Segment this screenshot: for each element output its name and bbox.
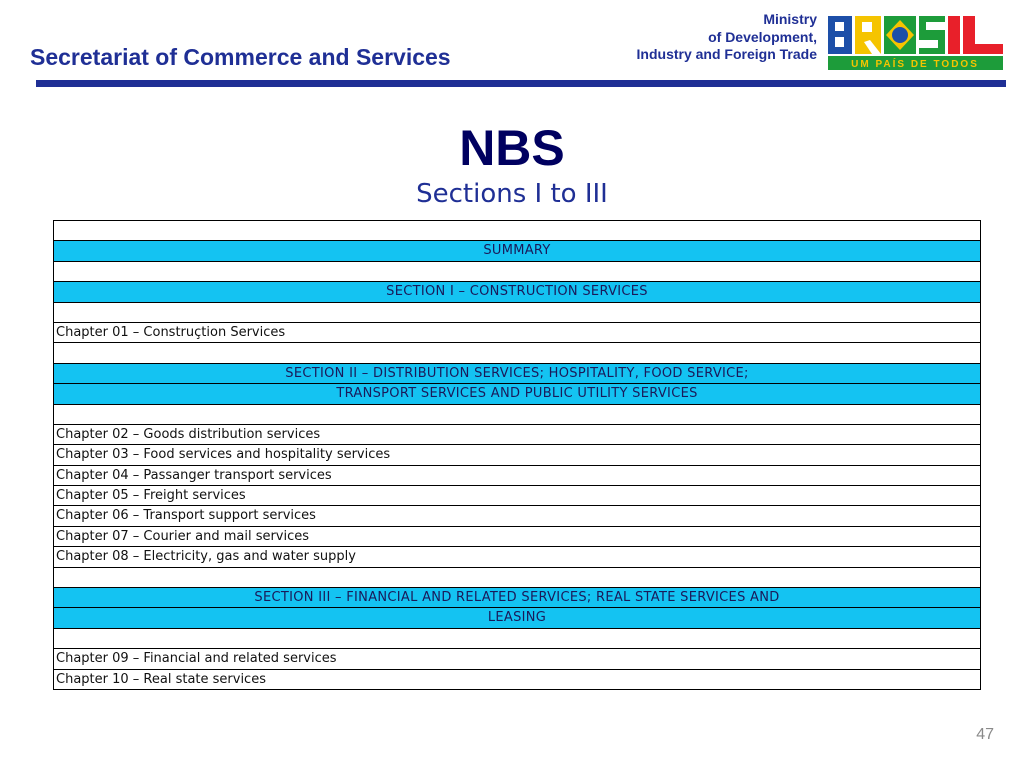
blank-row — [54, 262, 980, 282]
chapter-row: Chapter 09 – Financial and related services — [54, 649, 980, 669]
summary-table — [53, 220, 981, 690]
ministry-line-3: Industry and Foreign Trade — [636, 46, 817, 62]
ministry-label — [637, 11, 817, 64]
section-header-row: SUMMARY — [54, 241, 980, 261]
ministry-line-2: of Development, — [708, 28, 817, 45]
chapter-row: Chapter 10 – Real state services — [54, 670, 980, 690]
ministry-line-1: Ministry — [763, 11, 817, 27]
blank-row — [54, 343, 980, 363]
blank-row — [54, 221, 980, 241]
section-header-row: SECTION II – DISTRIBUTION SERVICES; HOSPITALITY, FOOD SERVICE; — [54, 364, 980, 384]
blank-row — [54, 405, 980, 425]
page-title: NBS — [459, 120, 565, 176]
header-divider — [36, 80, 1006, 87]
blank-row — [54, 568, 980, 588]
chapter-row: Chapter 02 – Goods distribution services — [54, 425, 980, 445]
chapter-row: Chapter 01 – Construçtion Services — [54, 323, 980, 343]
logo-tagline: UM PAÍS DE TODOS — [851, 59, 979, 70]
page-number: 47 — [976, 726, 994, 743]
chapter-row: Chapter 06 – Transport support services — [54, 506, 980, 526]
page-subtitle: Sections I to III — [416, 179, 608, 209]
section-header-row: SECTION III – FINANCIAL AND RELATED SERVICES; REAL STATE SERVICES AND — [54, 588, 980, 608]
section-header-row: TRANSPORT SERVICES AND PUBLIC UTILITY SERVICES — [54, 384, 980, 404]
blank-row — [54, 303, 980, 323]
chapter-row: Chapter 07 – Courier and mail services — [54, 527, 980, 547]
chapter-row: Chapter 04 – Passanger transport services — [54, 466, 980, 486]
chapter-row: Chapter 05 – Freight services — [54, 486, 980, 506]
chapter-row: Chapter 03 – Food services and hospitality services — [54, 445, 980, 465]
blank-row — [54, 629, 980, 649]
chapter-row: Chapter 08 – Electricity, gas and water supply — [54, 547, 980, 567]
section-header-row: LEASING — [54, 608, 980, 628]
section-header-row: SECTION I – CONSTRUCTION SERVICES — [54, 282, 980, 302]
brasil-logo — [826, 12, 1006, 72]
secretariat-title: Secretariat of Commerce and Services — [30, 44, 451, 70]
